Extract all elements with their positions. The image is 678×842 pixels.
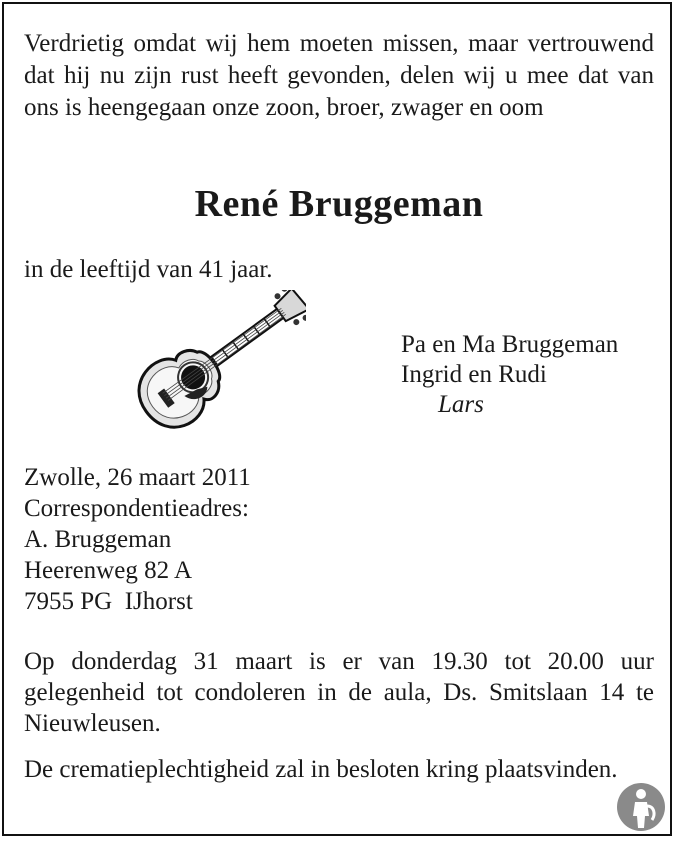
address-postcode-city: 7955 PG IJhorst	[24, 588, 193, 615]
intro-text: Verdrietig omdat wij hem moeten missen, maar vertrouwend dat hij nu zijn rust heeft gevonden, delen wij u mee dat van ons is heengegaan onze zoon, broer, zwager en oom	[24, 30, 654, 121]
age-line: in de leeftijd van 41 jaar.	[24, 256, 273, 283]
address-name: A. Bruggeman	[24, 526, 172, 553]
condolence-info: Op donderdag 31 maart is er van 19.30 tot 20.00 uur gelegenheid tot condoleren in de aula, Ds. Smitslaan 14 te Nieuwleusen.	[24, 648, 654, 737]
deceased-name: René Bruggeman	[194, 183, 484, 225]
address-label: Correspondentieadres:	[24, 495, 249, 522]
correspondence-block	[24, 462, 251, 617]
family-line-child: Lars	[438, 391, 484, 418]
place-date: Zwolle, 26 maart 2011	[24, 464, 251, 491]
cremation-info: De crematieplechtigheid zal in besloten kring plaatsvinden.	[24, 756, 618, 783]
address-street: Heerenweg 82 A	[24, 557, 192, 584]
family-line-parents: Pa en Ma Bruggeman	[401, 331, 619, 358]
family-line-siblings: Ingrid en Rudi	[401, 361, 547, 388]
family-signatures	[401, 330, 618, 420]
figure-seal-icon	[616, 782, 666, 832]
acoustic-guitar-icon	[114, 290, 306, 450]
